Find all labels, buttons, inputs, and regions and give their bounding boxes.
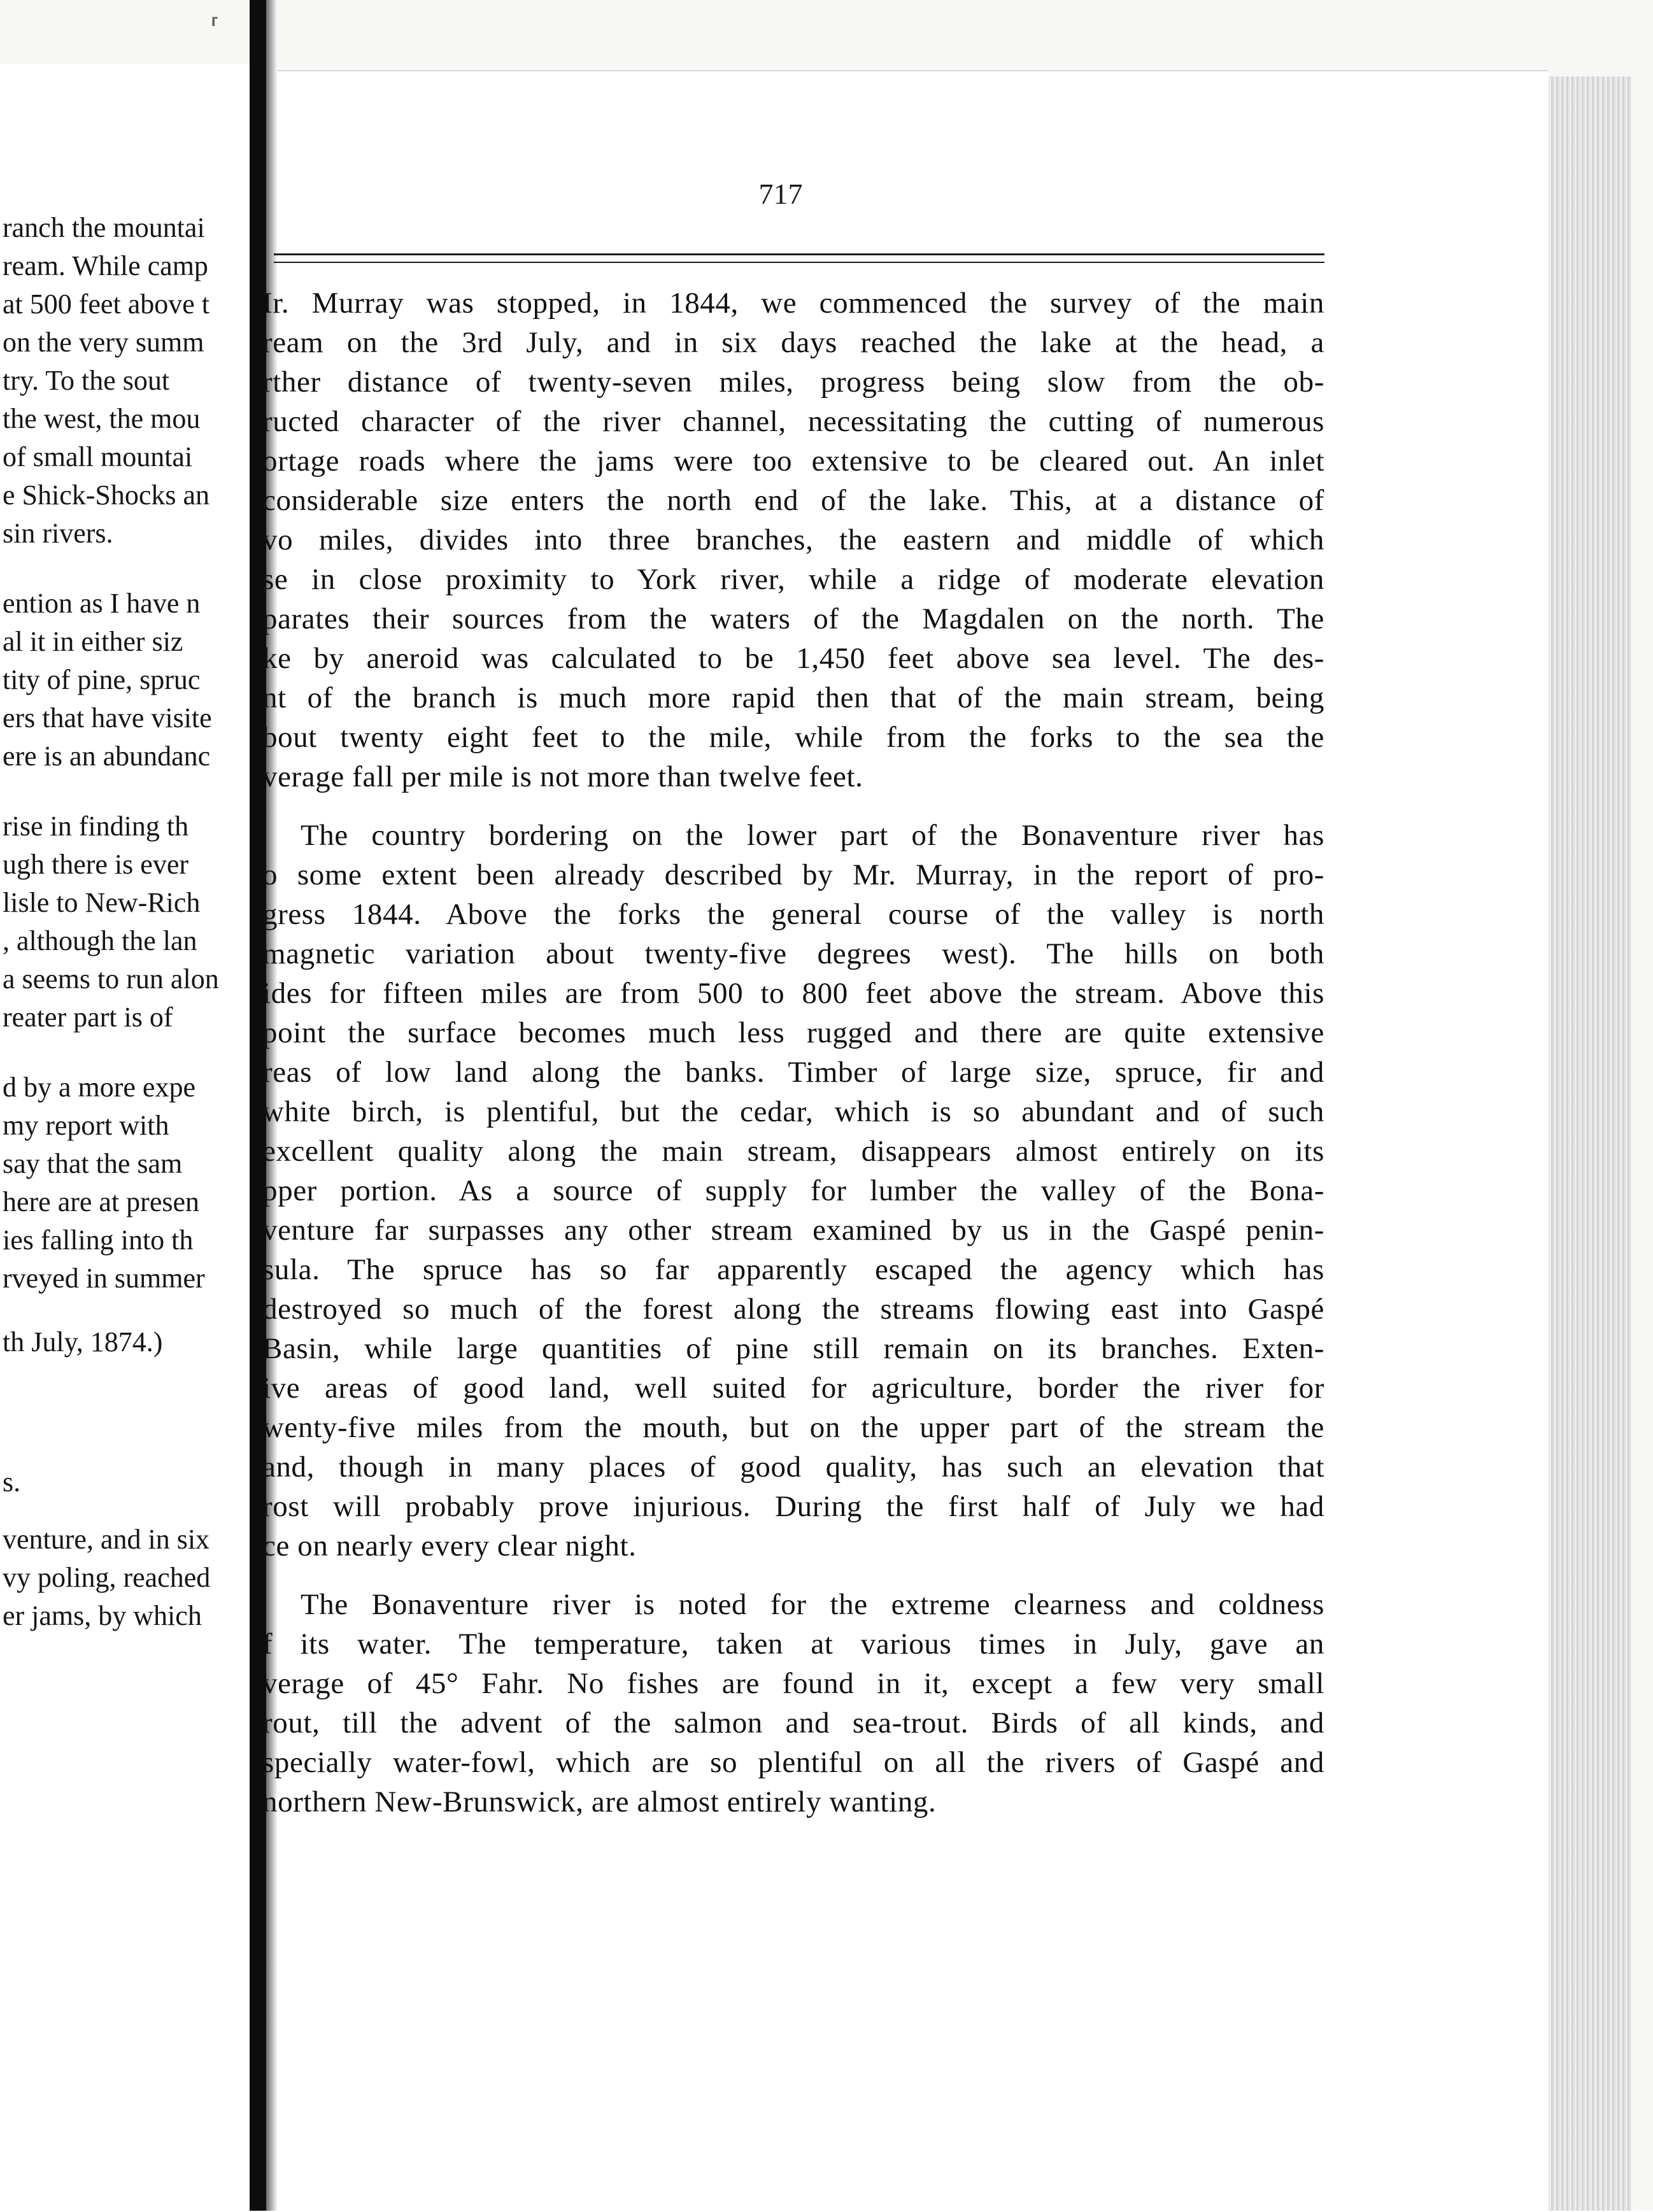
text-line: gress 1844. Above the forks the general course of the valley is north	[262, 898, 1324, 931]
left-page-line: reater part is of	[3, 1002, 173, 1033]
text-line: verage fall per mile is not more than twelve feet.	[262, 760, 863, 793]
text-line: venture far surpasses any other stream examined by us in the Gaspé penin-	[262, 1214, 1324, 1247]
text-line: white birch, is plentiful, but the cedar, which is so abundant and of such	[262, 1095, 1324, 1128]
header-rule	[274, 253, 1324, 263]
left-page-line: venture, and in six	[3, 1524, 210, 1555]
text-line: parates their sources from the waters of the Magdalen on the north. The	[262, 602, 1324, 635]
left-page-line: er jams, by which	[3, 1600, 202, 1631]
text-line: ce on nearly every clear night.	[262, 1529, 637, 1563]
text-line: rther distance of twenty-seven miles, progress being slow from the ob-	[262, 365, 1324, 399]
text-line: rost will probably prove injurious. During the first half of July we had	[262, 1490, 1324, 1523]
text-line: ream on the 3rd July, and in six days reached the lake at the head, a	[262, 326, 1324, 359]
left-page-line: lisle to New-Rich	[3, 887, 201, 918]
text-line: destroyed so much of the forest along the streams flowing east into Gaspé	[262, 1293, 1324, 1326]
paragraph-2	[262, 816, 1324, 1566]
left-page-line: ies falling into th	[3, 1224, 194, 1256]
text-line: rout, till the advent of the salmon and sea-trout. Birds of all kinds, and	[262, 1706, 1324, 1740]
text-line: The Bonaventure river is noted for the extreme clearness and coldness	[301, 1588, 1324, 1621]
text-line: point the surface becomes much less rugged and there are quite extensive	[262, 1016, 1324, 1049]
left-page-line: vy poling, reached	[3, 1562, 211, 1593]
text-line: ke by aneroid was calculated to be 1,450 feet above sea level. The des-	[262, 642, 1324, 675]
text-line: vo miles, divides into three branches, the eastern and middle of which	[262, 523, 1324, 557]
text-line: excellent quality along the main stream, disappears almost entirely on its	[262, 1135, 1324, 1168]
text-line: northern New-Brunswick, are almost entirely wanting.	[262, 1785, 937, 1819]
left-page-line: on the very summ	[3, 327, 204, 358]
left-facing-page	[0, 64, 252, 2211]
left-page-line: rise in finding th	[3, 811, 189, 842]
text-line: pper portion. As a source of supply for lumber the valley of the Bona-	[262, 1174, 1324, 1207]
text-line: nt of the branch is much more rapid then that of the main stream, being	[262, 681, 1324, 714]
left-page-line: e Shick-Shocks an	[3, 479, 210, 511]
left-page-line: my report with	[3, 1110, 169, 1141]
page-edges	[1549, 76, 1631, 2211]
text-line: specially water-fowl, which are so plentiful on all the rivers of Gaspé and	[262, 1746, 1324, 1779]
text-line: ortage roads where the jams were too extensive to be cleared out. An inlet	[262, 444, 1324, 478]
left-page-line: tity of pine, spruc	[3, 664, 201, 695]
left-page-line: ugh there is ever	[3, 849, 188, 880]
text-line: Ir. Murray was stopped, in 1844, we commenced the survey of the main	[262, 287, 1324, 320]
left-page-line: ranch the mountai	[3, 212, 205, 243]
left-page-line: ers that have visite	[3, 702, 212, 734]
text-line: considerable size enters the north end of the lake. This, at a distance of	[262, 484, 1324, 517]
text-line: f its water. The temperature, taken at various times in July, gave an	[262, 1627, 1324, 1661]
text-line: wenty-five miles from the mouth, but on the upper part of the stream the	[262, 1411, 1324, 1444]
left-page-line: at 500 feet above t	[3, 288, 209, 320]
text-line: ive areas of good land, well suited for agriculture, border the river for	[262, 1372, 1324, 1405]
text-line: ructed character of the river channel, necessitating the cutting of numerous	[262, 405, 1324, 438]
text-line: bout twenty eight feet to the mile, while from the forks to the sea the	[262, 721, 1324, 754]
text-line: sula. The spruce has so far apparently escaped the agency which has	[262, 1253, 1324, 1286]
text-line: and, though in many places of good quality, has such an elevation that	[262, 1450, 1324, 1484]
left-page-line: try. To the sout	[3, 365, 170, 396]
left-page-line: ere is an abundanc	[3, 741, 211, 772]
left-page-line: say that the sam	[3, 1148, 183, 1179]
text-line: Basin, while large quantities of pine still remain on its branches. Exten-	[262, 1332, 1324, 1365]
text-line: verage of 45° Fahr. No fishes are found in it, except a few very small	[262, 1667, 1324, 1700]
text-line: reas of low land along the banks. Timber of large size, spruce, fir and	[262, 1056, 1324, 1089]
text-line: The country bordering on the lower part of the Bonaventure river has	[301, 819, 1324, 852]
left-page-line: a seems to run alon	[3, 963, 219, 995]
left-page-line: , although the lan	[3, 925, 197, 956]
left-page-line: s.	[3, 1466, 21, 1498]
left-page-line: ream. While camp	[3, 250, 208, 281]
text-line: o some extent been already described by Mr. Murray, in the report of pro-	[262, 858, 1324, 891]
page-number: 717	[758, 178, 803, 210]
text-line: se in close proximity to York river, while a ridge of moderate elevation	[262, 563, 1324, 596]
left-page-line: d by a more expe	[3, 1072, 195, 1103]
left-page-line: sin rivers.	[3, 518, 113, 549]
margin-mark: ⸢	[210, 13, 220, 42]
left-page-line: al it in either siz	[3, 626, 183, 657]
left-page-line: rveyed in summer	[3, 1263, 205, 1294]
left-page-line: of small mountai	[3, 441, 193, 472]
left-page-line: ention as I have n	[3, 588, 201, 619]
text-line: magnetic variation about twenty-five degrees west). The hills on both	[262, 937, 1324, 970]
left-page-line: here are at presen	[3, 1186, 200, 1217]
paragraph-1	[262, 283, 1324, 797]
text-line: ides for fifteen miles are from 500 to 800 feet above the stream. Above this	[262, 977, 1324, 1010]
main-text-column	[262, 283, 1324, 1841]
left-page-line: the west, the mou	[3, 403, 201, 434]
paragraph-3	[262, 1585, 1324, 1822]
left-page-line: th July, 1874.)	[3, 1326, 163, 1358]
